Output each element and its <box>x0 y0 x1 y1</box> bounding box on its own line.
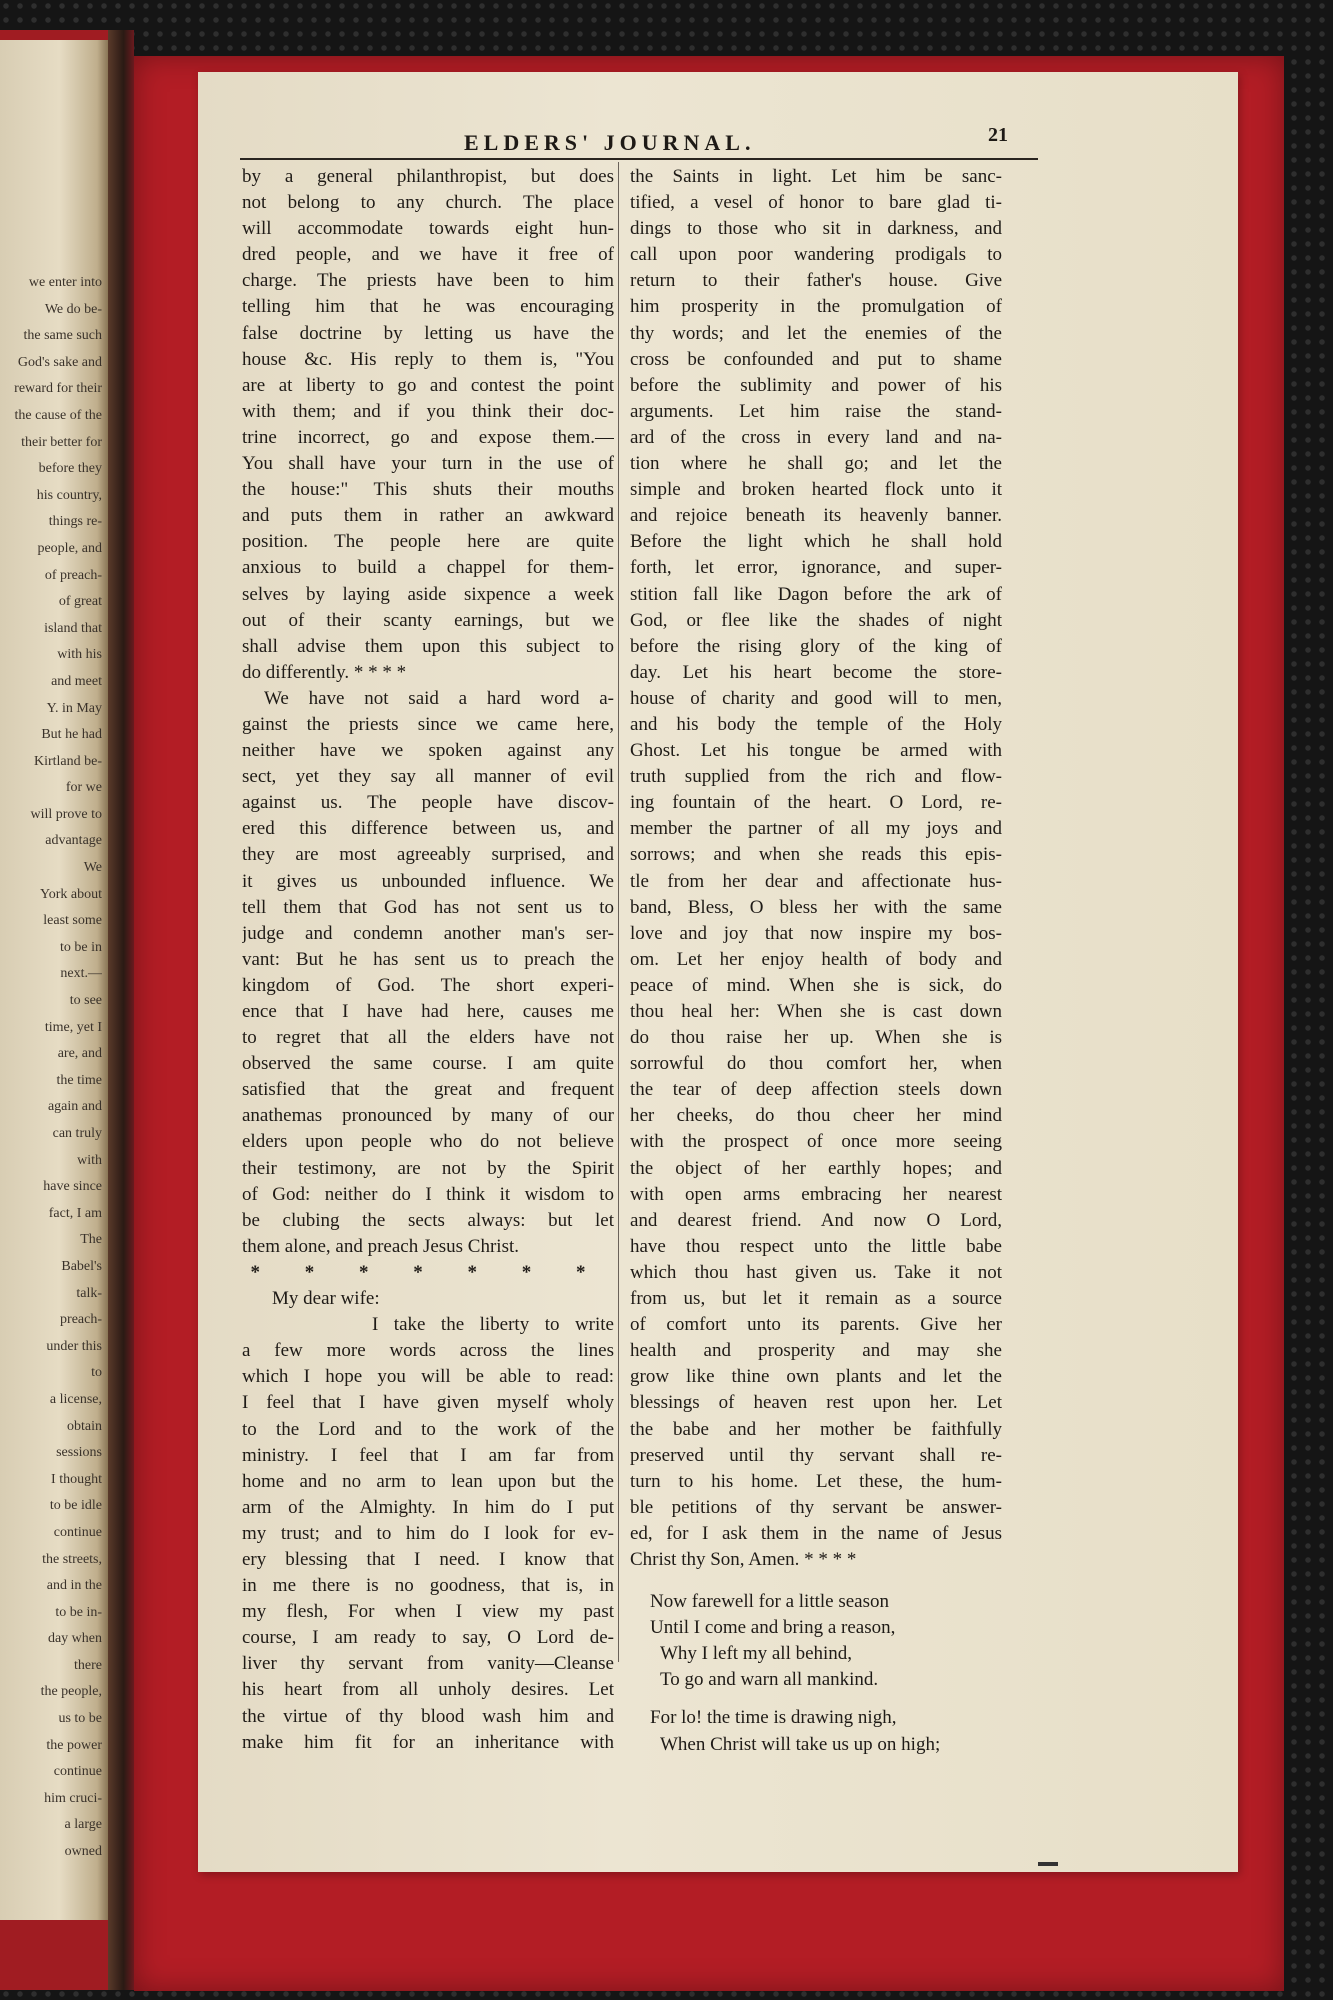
right-column-line: and his body the temple of the Holy <box>630 713 1002 735</box>
running-head <box>198 124 1238 160</box>
stub-line: I thought <box>51 1471 102 1487</box>
stub-line: fact, I am <box>48 1205 102 1221</box>
page-mark <box>1038 1862 1058 1866</box>
left-column-line: * * * * * * * <box>250 1261 606 1283</box>
stub-line: reward for their <box>14 381 102 397</box>
left-column-line: be clubing the sects always: but let <box>242 1209 614 1231</box>
right-column-line: simple and broken hearted flock unto it <box>630 479 1002 501</box>
stub-line: with <box>77 1152 102 1168</box>
stub-line: to be in- <box>55 1604 102 1620</box>
stub-line: before they <box>38 461 102 477</box>
left-column-line: neither have we spoken against any <box>242 740 614 762</box>
right-column-line: Before the light which he shall hold <box>630 531 1002 553</box>
right-column-line: Ghost. Let his tongue be armed with <box>630 740 1002 762</box>
left-column-line: judge and condemn another man's ser- <box>242 922 614 944</box>
left-column-line: home and no arm to lean upon but the <box>242 1470 614 1492</box>
right-column-line: before the rising glory of the king of <box>630 635 1002 657</box>
stub-line: York about <box>40 886 102 902</box>
stub-line: us to be <box>58 1711 102 1727</box>
left-column-line: tell them that God has not sent us to <box>242 896 614 918</box>
right-column-line: the tear of deep affection steels down <box>630 1079 1002 1101</box>
right-column-line: the babe and her mother be faithfully <box>630 1418 1002 1440</box>
left-column-line: gainst the priests since we came here, <box>242 713 614 735</box>
right-column-line: him prosperity in the promulgation of <box>630 296 1002 318</box>
right-column-line: the Saints in light. Let him be sanc- <box>630 166 1002 187</box>
stub-line: for we <box>65 780 102 796</box>
left-column-line: of God: neither do I think it wisdom to <box>242 1183 614 1205</box>
right-column-line: sorrows; and when she reads this epis- <box>630 844 1002 866</box>
stub-line: to be in <box>60 939 102 955</box>
left-column-line: and puts them in rather an awkward <box>242 505 614 527</box>
stanza-gap <box>630 1693 1002 1705</box>
left-column-line: selves by laying aside sixpence a week <box>242 583 614 605</box>
right-column-line: thy words; and let the enemies of the <box>630 322 1002 344</box>
stub-line: the same such <box>23 328 102 344</box>
left-column-line: are at liberty to go and contest the point <box>242 374 614 396</box>
stub-line: We <box>83 860 102 876</box>
left-page-stub <box>0 40 108 1920</box>
left-column-line: their testimony, are not by the Spirit <box>242 1157 614 1179</box>
left-column-line: with them; and if you think their doc- <box>242 400 614 422</box>
left-column-line: observed the same course. I am quite <box>242 1053 614 1075</box>
stub-line: him cruci- <box>44 1790 102 1806</box>
stub-line: will prove to <box>30 806 102 822</box>
left-column-line: dred people, and we have it free of <box>242 244 614 266</box>
left-column-line: telling him that he was encouraging <box>242 296 614 318</box>
left-column-line: false doctrine by letting us have the <box>242 322 614 344</box>
column-divider <box>618 162 619 1662</box>
stub-line: of preach- <box>44 567 102 583</box>
right-column-line: blessings of heaven rest upon her. Let <box>630 1392 1002 1414</box>
right-column-line: stition fall like Dagon before the ark of <box>630 583 1002 605</box>
stub-line: people, and <box>37 540 102 556</box>
stub-line: God's sake and <box>17 354 102 370</box>
left-column <box>242 164 614 1756</box>
stub-line: talk- <box>76 1285 102 1301</box>
poem-line: For lo! the time is drawing nigh, <box>650 1707 897 1729</box>
left-column-line: which I hope you will be able to read: <box>242 1366 614 1388</box>
right-column-line: ard of the cross in every land and na- <box>630 426 1002 448</box>
poem-line: To go and warn all mankind. <box>660 1669 879 1691</box>
right-column-line: sorrowful do thou comfort her, when <box>630 1053 1002 1075</box>
stub-line: are, and <box>57 1046 102 1062</box>
left-column-line: ministry. I feel that I am far from <box>242 1444 614 1466</box>
right-column-line: with open arms embracing her nearest <box>630 1183 1002 1205</box>
stub-line: and in the <box>46 1578 102 1594</box>
running-title: ELDERS' JOURNAL. <box>464 130 756 155</box>
right-column-line: and rejoice beneath its heavenly banner. <box>630 505 1002 527</box>
stub-line: continue <box>53 1764 102 1780</box>
left-column-line: my flesh, For when I view my past <box>242 1601 614 1623</box>
left-column-line: ered this difference between us, and <box>242 818 614 840</box>
left-column-line: My dear wife: <box>272 1288 380 1310</box>
stub-line: with his <box>57 647 102 663</box>
right-column-line: tion where he shall go; and let the <box>630 453 1002 475</box>
right-column-line: the object of her earthly hopes; and <box>630 1157 1002 1179</box>
stub-line: advantage <box>45 833 102 849</box>
stub-line: owned <box>64 1844 102 1860</box>
left-column-line: elders upon people who do not believe <box>242 1131 614 1153</box>
left-column-line: house &c. His reply to them is, "You <box>242 348 614 370</box>
right-column-line: health and prosperity and may she <box>630 1340 1002 1362</box>
left-column-line: them alone, and preach Jesus Christ. <box>242 1235 520 1257</box>
left-column-line: make him fit for an inheritance with <box>242 1731 614 1753</box>
right-column-line: forth, let error, ignorance, and super- <box>630 557 1002 579</box>
left-column-line: kingdom of God. The short experi- <box>242 974 614 996</box>
stub-line: obtain <box>67 1418 102 1434</box>
stub-line: least some <box>43 913 102 929</box>
right-column-line: peace of mind. When she is sick, do <box>630 974 1002 996</box>
left-column-line: they are most agreeably surprised, and <box>242 844 614 866</box>
stub-line: preach- <box>60 1312 102 1328</box>
left-column-line: trine incorrect, go and expose them.— <box>242 426 614 448</box>
right-column-line: return to their father's house. Give <box>630 270 1002 292</box>
right-column-line: truth supplied from the rich and flow- <box>630 766 1002 788</box>
left-column-line: vant: But he has sent us to preach the <box>242 948 614 970</box>
right-column-line: day. Let his heart become the store- <box>630 661 1002 683</box>
right-column-line: God, or flee like the shades of night <box>630 609 1002 631</box>
stub-line: next.— <box>60 966 102 982</box>
left-page-text <box>2 270 102 1866</box>
left-column-line: We have not said a hard word a- <box>264 687 614 709</box>
right-column-line: ble petitions of thy servant be answer- <box>630 1496 1002 1518</box>
left-column-line: to regret that all the elders have not <box>242 1027 614 1049</box>
left-column-line: to the Lord and to the work of the <box>242 1418 614 1440</box>
right-column-line: Christ thy Son, Amen. * * * * <box>630 1548 857 1570</box>
stub-line: a license, <box>49 1391 102 1407</box>
stub-line: the people, <box>40 1684 102 1700</box>
stub-line: time, yet I <box>44 1019 102 1035</box>
right-column-line: with the prospect of once more seeing <box>630 1131 1002 1153</box>
right-column-line: call upon poor wandering prodigals to <box>630 244 1002 266</box>
header-rule <box>240 158 1038 160</box>
left-column-line: against us. The people have discov- <box>242 792 614 814</box>
poem-line: Why I left my all behind, <box>660 1643 853 1665</box>
right-column-line: house of charity and good will to men, <box>630 687 1002 709</box>
left-column-line: liver thy servant from vanity—Cleanse <box>242 1653 614 1675</box>
stub-line: to be idle <box>49 1498 102 1514</box>
poem-line: Now farewell for a little season <box>650 1591 889 1613</box>
right-column-line: grow like thine own plants and let the <box>630 1366 1002 1388</box>
left-column-line: in me there is no goodness, that is, in <box>242 1575 614 1597</box>
left-column-line: You shall have your turn in the use of <box>242 453 614 475</box>
stub-line: The <box>80 1232 102 1248</box>
stub-line: have since <box>43 1179 102 1195</box>
stub-line: under this <box>46 1338 102 1354</box>
left-column-line: sect, yet they say all manner of evil <box>242 766 614 788</box>
left-column-line: course, I am ready to say, O Lord de- <box>242 1627 614 1649</box>
left-column-line: I take the liberty to write <box>372 1314 614 1336</box>
right-column-line: love and joy that now inspire my bos- <box>630 922 1002 944</box>
right-column-line: do thou raise her up. When she is <box>630 1027 1002 1049</box>
right-column-line: dings to those who sit in darkness, and <box>630 218 1002 240</box>
stub-line: their better for <box>21 434 102 450</box>
stub-line: and meet <box>51 673 102 689</box>
right-column-line: member the partner of all my joys and <box>630 818 1002 840</box>
stub-line: we enter into <box>28 275 102 290</box>
left-column-line: his heart from all unholy desires. Let <box>242 1679 614 1701</box>
stub-line: a large <box>64 1817 102 1833</box>
stub-line: Babel's <box>61 1258 102 1274</box>
stub-line: his country, <box>36 487 102 503</box>
stub-line: But he had <box>41 727 102 743</box>
stub-line: can truly <box>52 1126 102 1141</box>
right-column-line: before the sublimity and power of his <box>630 374 1002 396</box>
right-column-line: thou heal her: When she is cast down <box>630 1001 1002 1022</box>
right-column-line: cross be confounded and put to shame <box>630 348 1002 370</box>
page-number: 21 <box>988 124 1008 146</box>
right-column-line: turn to his home. Let these, the hum- <box>630 1470 1002 1492</box>
left-column-line: anathemas pronounced by many of our <box>242 1105 614 1127</box>
right-column-line: tle from her dear and affectionate hus- <box>630 870 1002 892</box>
right-column-line: om. Let her enjoy health of body and <box>630 948 1002 970</box>
left-column-line: satisfied that the great and frequent <box>242 1079 614 1101</box>
left-column-line: the virtue of thy blood wash him and <box>242 1705 614 1727</box>
right-column-line: band, Bless, O bless her with the same <box>630 896 1002 918</box>
right-column <box>630 164 1002 1758</box>
right-column-line: from us, but let it remain as a source <box>630 1288 1002 1310</box>
stub-line: continue <box>53 1524 102 1540</box>
stub-line: again and <box>47 1099 102 1115</box>
right-column-line: her cheeks, do thou cheer her mind <box>630 1105 1002 1127</box>
right-column-line: have thou respect unto the little babe <box>630 1235 1002 1257</box>
stub-line: to <box>91 1365 102 1381</box>
left-column-line: do differently. * * * * <box>242 661 407 683</box>
right-column-line: ing fountain of the heart. O Lord, re- <box>630 792 1002 814</box>
stub-line: day when <box>47 1631 102 1647</box>
right-column-line: arguments. Let him raise the stand- <box>630 400 1002 422</box>
poem-line: Until I come and bring a reason, <box>650 1617 896 1639</box>
left-column-line: arm of the Almighty. In him do I put <box>242 1496 614 1518</box>
left-column-line: my trust; and to him do I look for ev- <box>242 1522 614 1544</box>
stub-line: there <box>74 1657 102 1673</box>
stub-line: Kirtland be- <box>33 753 102 769</box>
stub-line: things re- <box>48 514 102 530</box>
stub-line: the cause of the <box>14 407 102 423</box>
left-column-line: I feel that I have given myself wholy <box>242 1392 614 1414</box>
stub-line: the time <box>56 1072 102 1088</box>
right-column-line: which thou hast given us. Take it not <box>630 1261 1002 1283</box>
left-column-line: by a general philanthropist, but does <box>242 166 614 187</box>
stub-line: Y. in May <box>46 700 102 716</box>
right-column-line: tified, a vesel of honor to bare glad ti- <box>630 192 1002 214</box>
journal-page <box>198 72 1238 1872</box>
left-column-line: a few more words across the lines <box>242 1340 614 1362</box>
right-column-line: and dearest friend. And now O Lord, <box>630 1209 1002 1231</box>
left-column-line: shall advise them upon this subject to <box>242 635 614 657</box>
poem-line: When Christ will take us up on high; <box>660 1733 941 1755</box>
book-gutter <box>108 30 134 1990</box>
right-column-line: of comfort unto its parents. Give her <box>630 1314 1002 1336</box>
stub-line: island that <box>44 620 102 636</box>
right-column-line: preserved until thy servant shall re- <box>630 1444 1002 1466</box>
stub-line: the streets, <box>42 1551 102 1567</box>
left-column-line: it gives us unbounded influence. We <box>242 870 614 892</box>
left-column-line: ery blessing that I need. I know that <box>242 1548 614 1570</box>
left-column-line: will accommodate towards eight hun- <box>242 218 614 240</box>
left-column-line: out of their scanty earnings, but we <box>242 609 614 631</box>
left-column-line: anxious to build a chappel for them- <box>242 557 614 579</box>
left-column-line: position. The people here are quite <box>242 531 614 553</box>
poem-gap <box>630 1573 1002 1589</box>
left-column-line: not belong to any church. The place <box>242 192 614 214</box>
left-column-line: charge. The priests have been to him <box>242 270 614 292</box>
stub-line: We do be- <box>44 301 102 317</box>
right-column-line: ed, for I ask them in the name of Jesus <box>630 1522 1002 1544</box>
stub-line: the power <box>46 1737 102 1753</box>
left-column-line: the house:" This shuts their mouths <box>242 479 614 501</box>
stub-line: to see <box>69 993 102 1009</box>
stub-line: of great <box>58 594 102 610</box>
stub-line: sessions <box>56 1445 102 1461</box>
left-column-line: ence that I have had here, causes me <box>242 1001 614 1022</box>
